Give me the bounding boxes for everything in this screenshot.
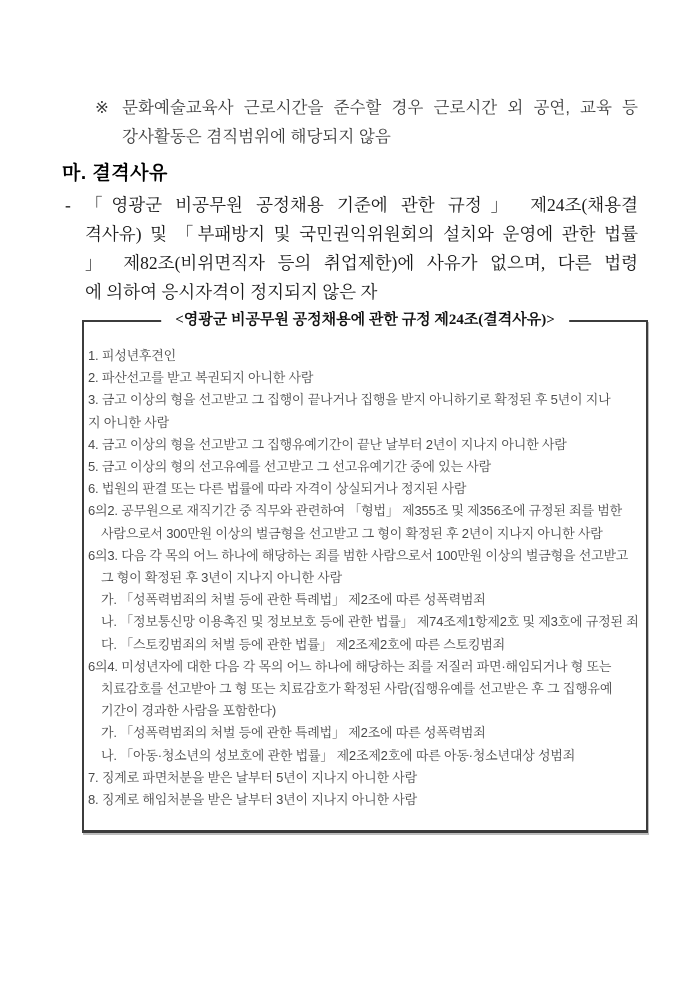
regulation-item: 7. 징계로 파면처분을 받은 날부터 5년이 지나지 아니한 사람 [88, 769, 418, 785]
regulation-item-continuation: 기간이 경과한 사람을 포함한다) [101, 703, 277, 719]
regulation-item: 5. 금고 이상의 형의 선고유예를 선고받고 그 선고유예기간 중에 있는 사람 [88, 459, 491, 475]
note-line: 강사활동은 겸직범위에 해당되지 않음 [122, 128, 391, 146]
regulation-subitem: 나. 「정보통신망 이용촉진 및 정보보호 등에 관한 법률」 제74조제1항제2호 및 제3호에 규정된 죄 [101, 614, 639, 630]
regulation-item: 4. 금고 이상의 형을 선고받고 그 집행유예기간이 끝난 날부터 2년이 지나지 아니한 사람 [88, 436, 567, 452]
regulation-item-continuation: 사람으로서 300만원 이상의 벌금형을 선고받고 그 형이 확정된 후 2년이 지나지 아니한 사람 [101, 525, 603, 541]
regulation-item: 6의3. 다음 각 목의 어느 하나에 해당하는 죄를 범한 사람으로서 100만원 이상의 벌금형을 선고받고 [88, 547, 629, 563]
regulation-item: 6. 법원의 판결 또는 다른 법률에 따라 자격이 상실되거나 정지된 사람 [88, 481, 467, 497]
regulation-subitem: 가. 「성폭력범죄의 처벌 등에 관한 특례법」 제2조에 따른 성폭력범죄 [101, 725, 486, 741]
page-content [62, 0, 638, 833]
regulation-item: 3. 금고 이상의 형을 선고받고 그 집행이 끝나거나 집행을 받지 아니하기로 확정된 후 5년이 지나 [88, 392, 611, 408]
regulation-item: 6의4. 미성년자에 대한 다음 각 목의 어느 하나에 해당하는 죄를 저질러 파면·해임되거나 형 또는 [88, 658, 612, 674]
regulation-item-continuation: 그 형이 확정된 후 3년이 지나지 아니한 사람 [101, 570, 342, 586]
regulation-item-continuation: 지 아니한 사람 [88, 414, 169, 430]
regulation-subitem: 다. 「스토킹범죄의 처벌 등에 관한 법률」 제2조제2호에 따른 스토킹범죄 [101, 636, 506, 652]
regulation-item: 8. 징계로 해임처분을 받은 날부터 3년이 지나지 아니한 사람 [88, 792, 418, 808]
regulation-subitem: 가. 「성폭력범죄의 처벌 등에 관한 특례법」 제2조에 따른 성폭력범죄 [101, 592, 486, 608]
regulation-item: 1. 피성년후견인 [88, 348, 177, 363]
regulation-item: 6의2. 공무원으로 재직기간 중 직무와 관련하여 「형법」 제355조 및 제356조에 규정된 죄를 범한 [88, 503, 623, 519]
regulation-box-title: <영광군 비공무원 공정채용에 관한 규정 제24조(결격사유)> [161, 310, 569, 331]
clause-paragraph [62, 191, 638, 307]
regulation-item: 2. 파산선고를 받고 복권되지 아니한 사람 [88, 370, 314, 386]
note-block [95, 94, 638, 152]
clause-line: 에 의하여 응시자격이 정지되지 않은 자 [85, 282, 378, 302]
clause-lines [85, 191, 638, 307]
note-line: 문화예술교육사 근로시간을 준수할 경우 근로시간 외 공연, 교육 등 [122, 99, 638, 117]
clause-line: 격사유) 및 「부패방지 및 국민권익위원회의 설치와 운영에 관한 법률 [85, 224, 638, 244]
asterisk-marker: ※ [95, 99, 109, 117]
clause-line: 「영광군 비공무원 공정채용 기준에 관한 규정」 제24조(채용결 [85, 195, 638, 215]
dash-bullet: - [65, 195, 71, 215]
regulation-box [82, 312, 648, 833]
section-heading: 마. 결격사유 [62, 163, 168, 184]
note-lines [122, 94, 638, 152]
clause-line: 」 제82조(비위면직자 등의 취업제한)에 사유가 없으며, 다른 법령 [85, 253, 638, 273]
regulation-item-continuation: 치료감호를 선고받아 그 형 또는 치료감호가 확정된 사람(집행유예를 선고받은 후 그 집행유예 [101, 681, 613, 697]
regulation-subitem: 나. 「아동·청소년의 성보호에 관한 법률」 제2조제2호에 따른 아동·청소년대상 성범죄 [101, 747, 576, 763]
